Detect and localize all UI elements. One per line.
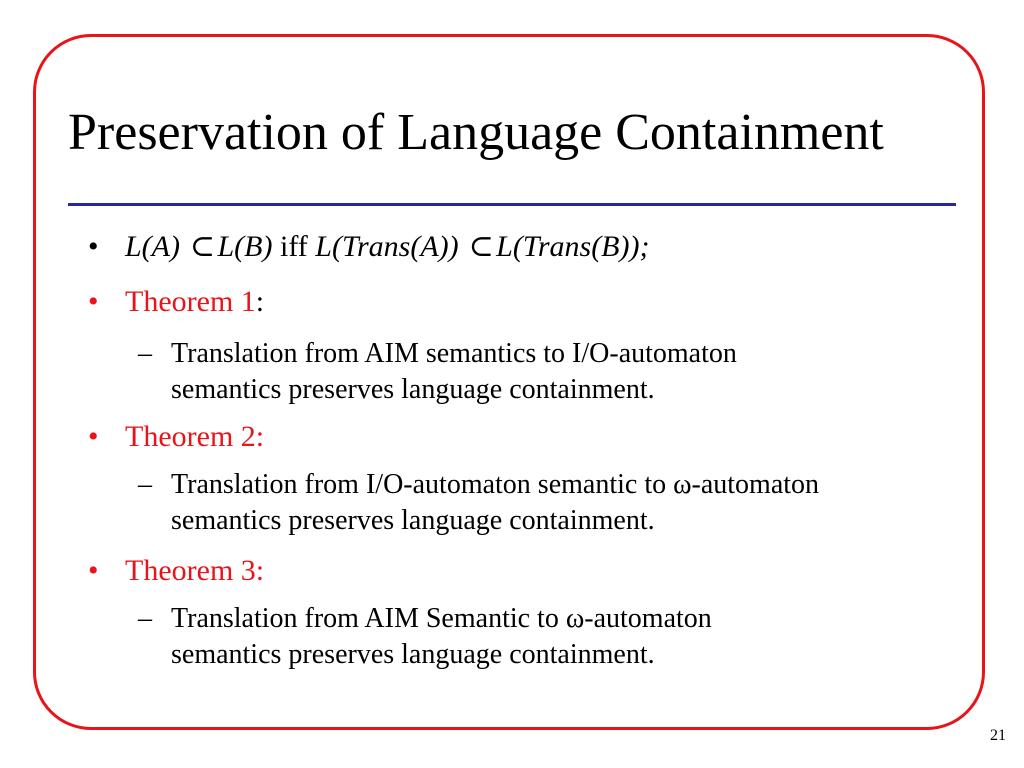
theorem-2-line-2: semantics preserves language containment. xyxy=(171,505,655,536)
bullet-marker: • xyxy=(88,420,99,453)
slide-title: Preservation of Language Containment xyxy=(68,104,884,161)
theorem-2-label: Theorem 2: xyxy=(125,420,265,453)
subset-symbol: ⊂ xyxy=(468,230,494,263)
formula-rhs-b: L(Trans(B)); xyxy=(496,230,650,263)
theorem-3-label: Theorem 3: xyxy=(125,554,265,587)
subset-symbol: ⊂ xyxy=(189,230,216,263)
sub-bullet-marker: – xyxy=(138,469,152,500)
bullet-marker: • xyxy=(88,554,99,587)
bullet-marker: • xyxy=(88,230,99,263)
theorem-2-line-1: Translation from I/O-automaton semantic to ω-automaton xyxy=(171,469,820,500)
formula-lhs-a: L(A) xyxy=(125,230,188,263)
theorem-3-text xyxy=(171,601,712,673)
formula-lhs-b: L(B) xyxy=(217,230,273,263)
theorem-3-line-2: semantics preserves language containment. xyxy=(171,639,655,670)
formula-iff: iff xyxy=(272,230,316,263)
theorem-1-heading xyxy=(125,284,264,320)
theorem-1-line-2: semantics preserves language containment. xyxy=(171,374,655,405)
formula-rhs-a: L(Trans(A)) xyxy=(315,230,467,263)
sub-bullet-marker: – xyxy=(138,603,152,634)
bullet-marker: • xyxy=(88,285,99,318)
sub-bullet-marker: – xyxy=(138,338,152,369)
theorem-2-text xyxy=(171,467,819,539)
title-underline xyxy=(68,203,956,206)
theorem-1-text xyxy=(171,336,737,408)
page-number: 21 xyxy=(990,727,1006,744)
theorem-3-line-1: Translation from AIM Semantic to ω-automaton xyxy=(171,603,712,634)
theorem-1-colon: : xyxy=(255,285,265,318)
theorem-1-label: Theorem 1 xyxy=(125,285,256,318)
theorem-1-line-1: Translation from AIM semantics to I/O-automaton xyxy=(171,338,737,369)
formula-text xyxy=(125,229,649,265)
